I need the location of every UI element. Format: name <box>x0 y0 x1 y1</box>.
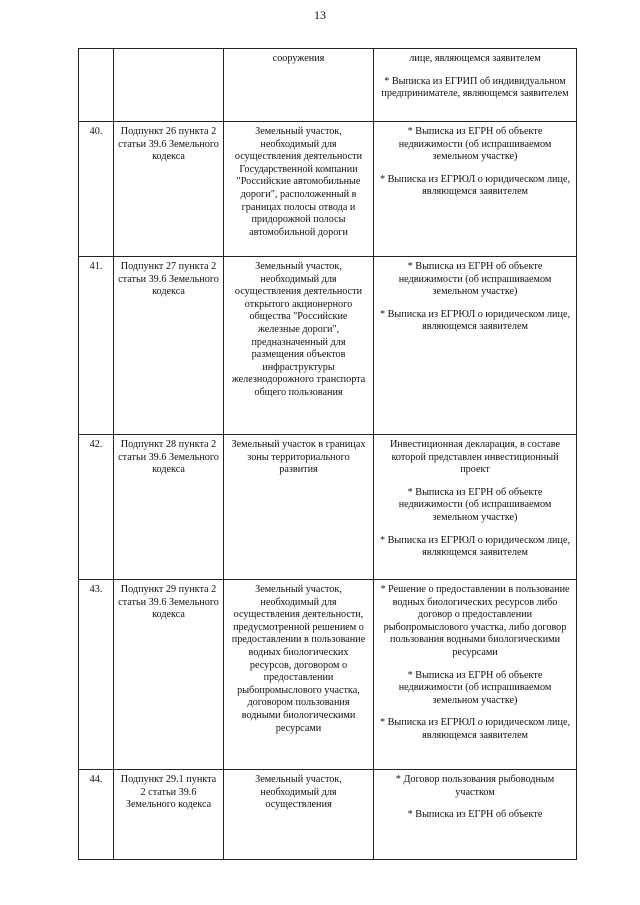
document-item: * Выписка из ЕГРН об объекте недвижимости (об испрашиваемом земельном участке) <box>398 126 552 163</box>
required-documents <box>374 122 577 257</box>
table-row <box>79 49 577 122</box>
row-number: 41. <box>79 257 114 435</box>
document-item: * Выписка из ЕГРЮЛ о юридическом лице, являющемся заявителем <box>379 173 571 198</box>
document-item: * Решение о предоставлении в пользование водных биологических ресурсов либо договор о предоставлении рыбопромыслового участка, либо договор пользования водными биологическими ресурсами <box>380 584 570 658</box>
document-item: * Выписка из ЕГРН об объекте недвижимости (об испрашиваемом земельном участке) <box>398 261 552 298</box>
document-item: * Договор пользования рыбоводным участком <box>395 774 555 798</box>
land-plot-description: сооружения <box>224 49 374 122</box>
document-item: * Выписка из ЕГРЮЛ о юридическом лице, являющемся заявителем <box>379 308 571 333</box>
row-number: 43. <box>79 580 114 770</box>
required-documents <box>374 435 577 580</box>
document-item: Инвестиционная декларация, в составе которой представлен инвестиционный проект <box>389 439 561 476</box>
land-plot-description: Земельный участок, необходимый для осуществления <box>224 770 374 860</box>
land-plot-description: Земельный участок, необходимый для осуществления деятельности, предусмотренной решением о предоставлении в пользование водных биологических ресурсов, договором о предоставлении рыбопромыслового участка, договором пользования водными биологическими ресурсами <box>224 580 374 770</box>
land-plot-description: Земельный участок, необходимый для осуществления деятельности Государственной компании "Российские автомобильные дороги", расположенный в границах полосы отвода и придорожной полосы автомобильной дороги <box>224 122 374 257</box>
page-number: 13 <box>314 8 326 22</box>
required-documents <box>374 770 577 860</box>
legal-basis: Подпункт 27 пункта 2 статьи 39.6 Земельного кодекса <box>114 257 224 435</box>
land-plot-description: Земельный участок в границах зоны территориального развития <box>224 435 374 580</box>
document-item: * Выписка из ЕГРН об объекте недвижимости (об испрашиваемом земельном участке) <box>398 486 552 523</box>
required-documents <box>374 49 577 122</box>
legal-basis <box>114 49 224 122</box>
table-row <box>79 257 577 435</box>
document-item: * Выписка из ЕГРИП об индивидуальном предпринимателе, являющемся заявителем <box>381 75 569 100</box>
row-number: 44. <box>79 770 114 860</box>
required-documents <box>374 257 577 435</box>
required-documents <box>374 580 577 770</box>
row-number <box>79 49 114 122</box>
legal-basis: Подпункт 28 пункта 2 статьи 39.6 Земельного кодекса <box>114 435 224 580</box>
land-plot-description: Земельный участок, необходимый для осуществления деятельности открытого акционерного общества "Российские железные дороги", предназначенный для размещения объектов инфраструктуры железнодорожного транспорта общего пользования <box>224 257 374 435</box>
document-item: * Выписка из ЕГРЮЛ о юридическом лице, являющемся заявителем <box>379 534 571 559</box>
document-item: * Выписка из ЕГРЮЛ о юридическом лице, являющемся заявителем <box>379 717 571 741</box>
legal-basis: Подпункт 26 пункта 2 статьи 39.6 Земельного кодекса <box>114 122 224 257</box>
document-item: * Выписка из ЕГРН об объекте <box>407 809 543 821</box>
table-row <box>79 435 577 580</box>
table-row <box>79 580 577 770</box>
table-row <box>79 122 577 257</box>
document-item: лице, являющемся заявителем <box>409 53 541 64</box>
row-number: 42. <box>79 435 114 580</box>
table-row <box>79 770 577 860</box>
documents-table <box>78 48 577 860</box>
legal-basis: Подпункт 29 пункта 2 статьи 39.6 Земельного кодекса <box>114 580 224 770</box>
legal-basis: Подпункт 29.1 пункта 2 статьи 39.6 Земельного кодекса <box>114 770 224 860</box>
document-item: * Выписка из ЕГРН об объекте недвижимости (об испрашиваемом земельном участке) <box>398 669 552 706</box>
row-number: 40. <box>79 122 114 257</box>
